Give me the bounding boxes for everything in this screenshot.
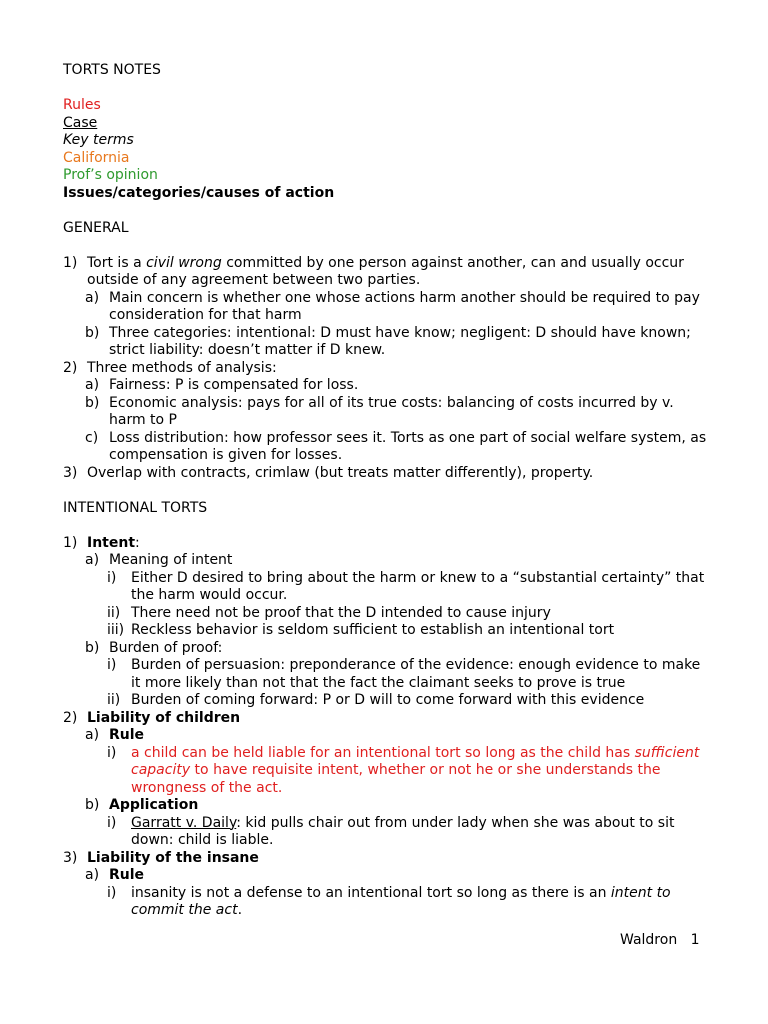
text-run: . [237, 902, 243, 918]
list-text: Burden of proof: [109, 639, 223, 656]
legend-issues: Issues/categories/causes of action [63, 184, 335, 201]
text-run: committed by one person against another, can and usually occur outside of any agreement between two parties. [87, 254, 684, 288]
list-item [63, 430, 713, 465]
list-item [63, 885, 713, 920]
legend-prof-opinion: Prof’s opinion [63, 167, 158, 183]
section-heading-general: GENERAL [63, 219, 129, 236]
list-text: Main concern is whether one whose actions harm another should be required to pay consideration for that harm [109, 289, 700, 323]
page-number: 1 [690, 932, 700, 948]
text-run: insanity is not a defense to an intentional tort so long as there is an [131, 884, 611, 901]
legend-california: California [63, 149, 130, 166]
list-text [87, 535, 713, 553]
issue-label: Liability of children [87, 709, 241, 726]
issue-label: Rule [109, 727, 145, 743]
list-marker: b) [85, 797, 100, 813]
list-text: Three categories: intentional: D must have know; negligent: D should have known; strict liability: doesn’t matter if D knew. [109, 324, 691, 358]
key-term: sufficient capacity [131, 744, 700, 778]
text-run: : kid pulls chair out from under lady when she was about to sit down: child is liable. [131, 814, 675, 848]
list-text: Overlap with contracts, crimlaw (but treats matter differently), property. [87, 464, 594, 481]
list-item [63, 395, 713, 430]
list-marker: iii) [107, 622, 125, 638]
list-item [63, 815, 713, 850]
list-marker: 3) [63, 849, 78, 866]
list-marker: a) [85, 867, 100, 883]
issue-label: Liability of the insane [87, 849, 259, 866]
list-text: Burden of coming forward: P or D will to come forward with this evidence [131, 692, 645, 708]
list-marker: a) [85, 377, 100, 393]
list-marker: i) [107, 884, 117, 901]
list-marker: 1) [63, 534, 78, 551]
list-marker: b) [85, 394, 100, 411]
list-marker: ii) [107, 604, 121, 621]
list-item [63, 360, 713, 378]
list-text [87, 255, 713, 290]
list-text: Loss distribution: how professor sees it. Torts as one part of social welfare system, as compensation is given for losses. [109, 429, 707, 463]
document-title: TORTS NOTES [63, 62, 161, 78]
legend-rules: Rules [63, 97, 101, 113]
list-marker: i) [107, 569, 117, 586]
list-item [63, 640, 713, 658]
list-marker: 2) [63, 709, 78, 726]
issue-label: Intent [87, 534, 136, 551]
list-item [63, 605, 713, 623]
list-item [63, 745, 713, 798]
footer-author: Waldron [620, 932, 678, 948]
list-marker: a) [85, 289, 100, 306]
text-run: a child can be held liable for an intentional tort so long as the child has [131, 744, 635, 761]
list-item [63, 465, 713, 483]
list-item [63, 535, 713, 553]
list-item [63, 710, 713, 728]
issue-label: Application [109, 797, 199, 813]
list-marker: a) [85, 552, 100, 568]
key-term: intent to commit the act [131, 884, 671, 918]
list-item [63, 290, 713, 325]
list-item [63, 377, 713, 395]
list-text: Three methods of analysis: [87, 359, 277, 376]
list-item [63, 622, 713, 640]
list-item [63, 850, 713, 868]
list-marker: i) [107, 744, 117, 761]
list-marker: i) [107, 657, 117, 673]
document-body [63, 62, 713, 920]
list-marker: a) [85, 727, 100, 743]
rule-text [131, 745, 713, 798]
text-run: : [135, 534, 140, 551]
list-text: Reckless behavior is seldom sufficient to establish an intentional tort [131, 622, 615, 638]
list-text [131, 815, 713, 850]
list-marker: ii) [107, 692, 121, 708]
list-text: Fairness: P is compensated for loss. [109, 377, 359, 393]
case-name: Garratt v. Daily [131, 814, 237, 831]
section-heading-intentional-torts: INTENTIONAL TORTS [63, 499, 208, 516]
list-marker: 2) [63, 359, 78, 376]
list-text: Meaning of intent [109, 552, 233, 568]
list-item [63, 255, 713, 290]
list-item [63, 727, 713, 745]
list-marker: b) [85, 324, 100, 341]
issue-label: Rule [109, 867, 145, 883]
list-item [63, 692, 713, 710]
list-marker: 3) [63, 464, 78, 481]
legend-case: Case [63, 114, 98, 131]
legend-key-terms: Key terms [63, 132, 134, 148]
list-marker: 1) [63, 254, 78, 271]
list-text: Economic analysis: pays for all of its true costs: balancing of costs incurred by v. harm to P [109, 394, 674, 428]
list-item [63, 552, 713, 570]
text-run: to have requisite intent, whether or not he or she understands the wrongness of the act. [131, 762, 661, 796]
list-text [131, 885, 713, 920]
list-marker: b) [85, 639, 100, 656]
list-text: Burden of persuasion: preponderance of the evidence: enough evidence to make it more likely than not that the fact the claimant seeks to prove is true [131, 657, 701, 691]
text-run: Tort is a [87, 254, 147, 271]
list-item [63, 657, 713, 692]
list-item [63, 797, 713, 815]
list-text: Either D desired to bring about the harm or knew to a “substantial certainty” that the harm would occur. [131, 569, 705, 603]
list-item [63, 325, 713, 360]
page-footer [620, 932, 699, 950]
list-item [63, 570, 713, 605]
list-item [63, 867, 713, 885]
key-term: civil wrong [146, 254, 222, 271]
list-marker: i) [107, 814, 117, 831]
list-marker: c) [85, 429, 99, 446]
list-text: There need not be proof that the D intended to cause injury [131, 604, 551, 621]
